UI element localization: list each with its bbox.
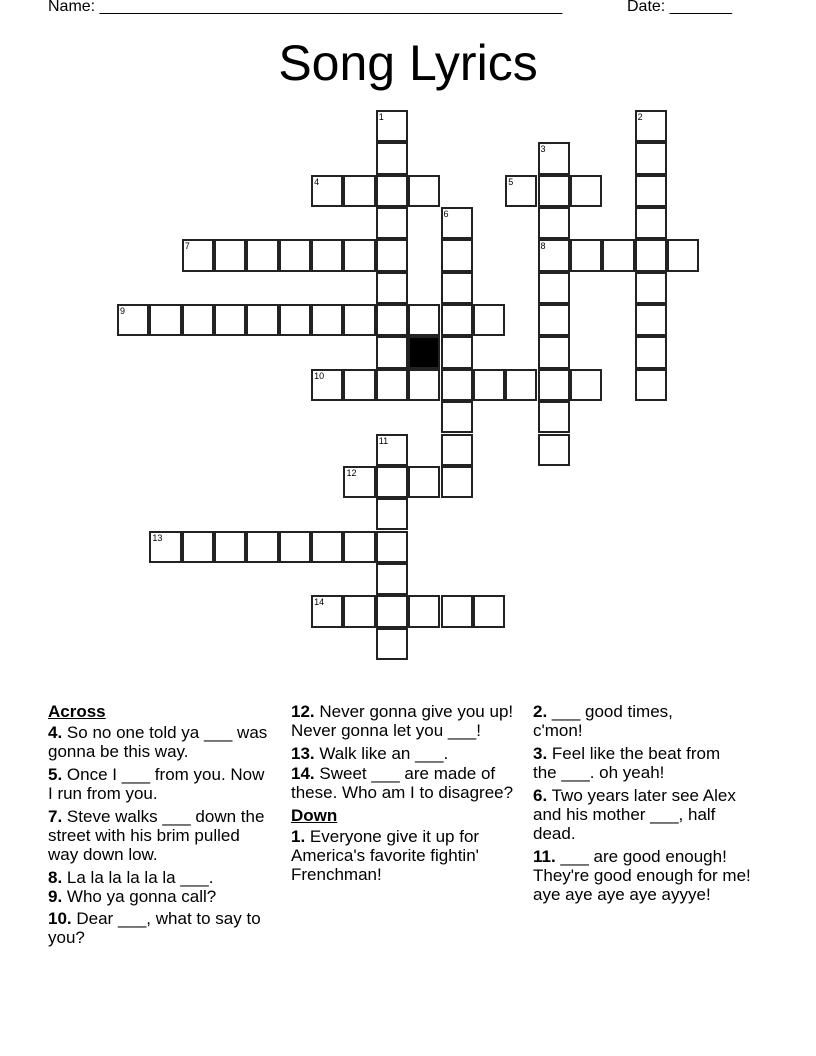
grid-cell[interactable]: [473, 304, 505, 336]
grid-cell[interactable]: [311, 239, 343, 271]
grid-cell[interactable]: [538, 207, 570, 239]
grid-cell[interactable]: [408, 595, 440, 627]
grid-cell[interactable]: [376, 110, 408, 142]
clue-number: 12: [346, 467, 357, 478]
clue-down-11: 11. ___ are good enough! They're good enough for me! aye aye aye aye ayyye!: [533, 847, 751, 904]
grid-cell[interactable]: [343, 595, 375, 627]
clue-across-10: 10. Dear ___, what to say to you?: [48, 909, 261, 947]
grid-cell[interactable]: [376, 466, 408, 498]
grid-cell[interactable]: [279, 304, 311, 336]
grid-cell[interactable]: [441, 304, 473, 336]
grid-cell[interactable]: [538, 142, 570, 174]
grid-cell[interactable]: [441, 239, 473, 271]
grid-cell[interactable]: [182, 304, 214, 336]
grid-cell[interactable]: [538, 304, 570, 336]
grid-cell[interactable]: [635, 110, 667, 142]
grid-cell[interactable]: [635, 369, 667, 401]
grid-cell[interactable]: [246, 304, 278, 336]
across-heading: Across: [48, 702, 106, 721]
grid-cell[interactable]: [376, 142, 408, 174]
grid-cell[interactable]: [376, 239, 408, 271]
clues-column-3: [533, 702, 768, 908]
grid-cell[interactable]: [441, 466, 473, 498]
grid-cell[interactable]: [441, 434, 473, 466]
clue-number: 2: [637, 112, 643, 122]
grid-cell[interactable]: [505, 369, 537, 401]
grid-cell[interactable]: [441, 369, 473, 401]
clue-across-9: 9. Who ya gonna call?: [48, 887, 217, 906]
clue-number: 8: [540, 241, 546, 252]
grid-cell[interactable]: [635, 239, 667, 271]
grid-cell[interactable]: [473, 369, 505, 401]
grid-cell[interactable]: [117, 304, 149, 336]
grid-cell[interactable]: [538, 434, 570, 466]
grid-cell[interactable]: [182, 239, 214, 271]
grid-cell[interactable]: [441, 207, 473, 239]
clue-across-12: 12. Never gonna give you up! Never gonna let you ___!: [291, 702, 514, 740]
grid-cell[interactable]: [408, 466, 440, 498]
grid-cell[interactable]: [376, 498, 408, 530]
grid-cell[interactable]: [570, 175, 602, 207]
grid-cell[interactable]: [343, 239, 375, 271]
grid-cell[interactable]: [343, 531, 375, 563]
clue-down-1: 1. Everyone give it up for America's favorite fightin' Frenchman!: [291, 827, 480, 884]
clue-across-8: 8. La la la la la la ___.: [48, 868, 214, 887]
grid-cell[interactable]: [311, 531, 343, 563]
grid-cell[interactable]: [635, 304, 667, 336]
grid-cell[interactable]: [343, 175, 375, 207]
grid-cell[interactable]: [214, 531, 246, 563]
grid-cell[interactable]: [538, 369, 570, 401]
grid-cell[interactable]: [343, 369, 375, 401]
clue-number: 4: [314, 176, 320, 187]
down-heading: Down: [291, 806, 338, 825]
grid-cell[interactable]: [311, 175, 343, 207]
grid-cell[interactable]: [441, 272, 473, 304]
clue-across-14: 14. Sweet ___ are made of these. Who am I to disagree?: [291, 764, 514, 802]
grid-cell[interactable]: [376, 434, 408, 466]
grid-cell[interactable]: [149, 304, 181, 336]
grid-cell[interactable]: [667, 239, 699, 271]
grid-cell[interactable]: [279, 531, 311, 563]
grid-cell[interactable]: [570, 369, 602, 401]
grid-cell[interactable]: [538, 336, 570, 368]
grid-cell[interactable]: [246, 531, 278, 563]
grid-cell[interactable]: [376, 272, 408, 304]
clues-column-2: [291, 702, 516, 888]
grid-cell[interactable]: [376, 304, 408, 336]
clue-number: 1: [378, 112, 384, 122]
grid-cell[interactable]: [635, 336, 667, 368]
grid-cell[interactable]: [149, 531, 181, 563]
grid-cell[interactable]: [635, 142, 667, 174]
grid-cell[interactable]: [635, 272, 667, 304]
grid-cell[interactable]: [376, 336, 408, 368]
grid-cell[interactable]: [376, 595, 408, 627]
grid-cell[interactable]: [311, 369, 343, 401]
grid-cell[interactable]: [473, 595, 505, 627]
page-title: Song Lyrics: [278, 35, 538, 91]
clue-number: 11: [378, 435, 389, 446]
clue-number: 10: [314, 370, 325, 381]
grid-cell[interactable]: [376, 207, 408, 239]
clue-number: 14: [314, 597, 325, 608]
grid-cell[interactable]: [214, 304, 246, 336]
clue-number: 9: [120, 306, 126, 317]
grid-cell[interactable]: [505, 175, 537, 207]
grid-cell[interactable]: [376, 628, 408, 660]
grid-cell[interactable]: [343, 304, 375, 336]
grid-cell[interactable]: [376, 563, 408, 595]
clue-down-2: 2. ___ good times, c'mon!: [533, 702, 673, 740]
grid-cell[interactable]: [441, 595, 473, 627]
grid-cell[interactable]: [343, 466, 375, 498]
clues-column-1: [48, 702, 273, 951]
black-cell: [408, 336, 440, 368]
clue-number: 5: [508, 176, 514, 187]
grid-cell[interactable]: [602, 239, 634, 271]
grid-cell[interactable]: [538, 272, 570, 304]
grid-cell[interactable]: [311, 595, 343, 627]
date-field-label: Date: _______: [627, 0, 732, 15]
clue-number: 6: [443, 209, 449, 220]
grid-cell[interactable]: [635, 207, 667, 239]
name-field-label: Name: ____________________________________________________: [48, 0, 563, 15]
grid-cell[interactable]: [408, 369, 440, 401]
clue-across-4: 4. So no one told ya ___ was gonna be this way.: [48, 723, 268, 761]
grid-cell[interactable]: [441, 336, 473, 368]
clue-number: 3: [540, 144, 546, 155]
grid-cell[interactable]: [570, 239, 602, 271]
grid-cell[interactable]: [376, 531, 408, 563]
clue-down-3: 3. Feel like the beat from the ___. oh yeah!: [533, 744, 721, 782]
clue-down-6: 6. Two years later see Alex and his mother ___, half dead.: [533, 786, 736, 843]
grid-cell[interactable]: [538, 175, 570, 207]
grid-cell[interactable]: [408, 175, 440, 207]
clue-number: 7: [184, 241, 190, 252]
clue-across-7: 7. Steve walks ___ down the street with his brim pulled way down low.: [48, 807, 265, 864]
grid-cell[interactable]: [408, 304, 440, 336]
grid-cell[interactable]: [376, 175, 408, 207]
grid-cell[interactable]: [279, 239, 311, 271]
grid-cell[interactable]: [538, 239, 570, 271]
grid-cell[interactable]: [538, 401, 570, 433]
grid-cell[interactable]: [635, 175, 667, 207]
grid-cell[interactable]: [182, 531, 214, 563]
clue-number: 13: [152, 532, 163, 543]
grid-cell[interactable]: [311, 304, 343, 336]
clue-across-5: 5. Once I ___ from you. Now I run from you.: [48, 765, 265, 803]
grid-cell[interactable]: [246, 239, 278, 271]
grid-cell[interactable]: [441, 401, 473, 433]
grid-cell[interactable]: [376, 369, 408, 401]
clue-across-13: 13. Walk like an ___.: [291, 744, 449, 763]
grid-cell[interactable]: [214, 239, 246, 271]
